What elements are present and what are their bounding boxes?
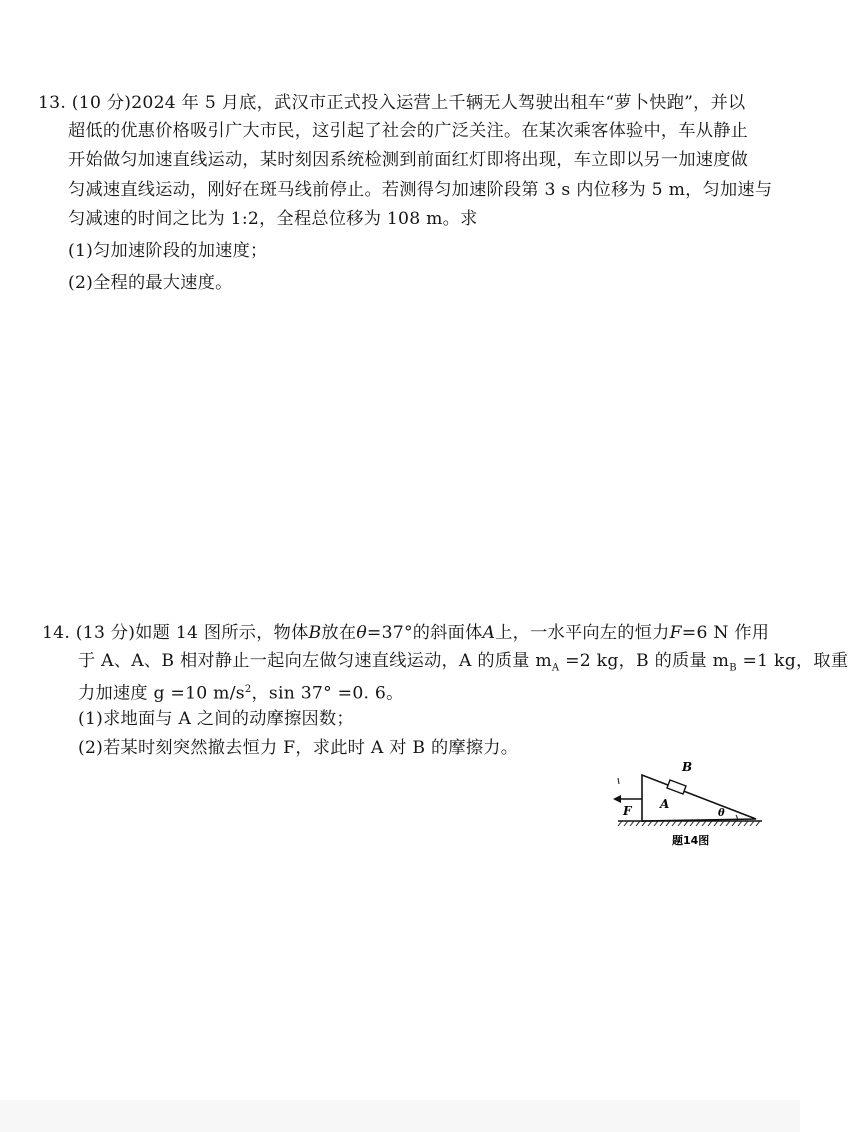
page-bottom-edge xyxy=(0,1100,800,1132)
q14-line-1-tail: 上，一水平向左的恒力 xyxy=(495,623,670,643)
q14-line-1-mid: 放在 xyxy=(321,623,357,643)
q14-line-2-end: =1 kg，取重 xyxy=(736,651,848,671)
label-A: A xyxy=(660,797,670,811)
q14-var-B: B xyxy=(308,623,322,643)
q13-line-4: 匀减速直线运动，刚好在斑马线前停止。若测得匀加速阶段第 3 s 内位移为 5 m，匀加速与 xyxy=(68,180,773,200)
q13-line-5: 匀减速的时间之比为 1:2，全程总位移为 108 m。求 xyxy=(68,209,478,229)
q14-line-2 xyxy=(78,650,848,679)
q14-sub-B: B xyxy=(729,662,737,674)
block-B xyxy=(667,780,686,794)
label-F: F xyxy=(623,804,632,818)
q13-subquestion-1: (1)匀加速阶段的加速度； xyxy=(68,241,268,261)
small-tick-mark xyxy=(618,778,619,784)
figure-14-diagram xyxy=(610,755,770,850)
q14-line-1-rest: =37°的斜面体 xyxy=(366,623,483,643)
q14-line-1-end: =6 N 作用 xyxy=(681,623,770,643)
q14-subquestion-1: (1)求地面与 A 之间的动摩擦因数； xyxy=(78,709,354,729)
q14-line-2-mid: =2 kg，B 的质量 m xyxy=(559,651,730,671)
q14-subquestion-2: (2)若某时刻突然撤去恒力 F，求此时 A 对 B 的摩擦力。 xyxy=(78,738,519,758)
label-B: B xyxy=(682,760,693,774)
q13-line-1: 13. (10 分)2024 年 5 月底，武汉市正式投入运营上千辆无人驾驶出租车“萝卜快跑”，并以 xyxy=(38,93,746,113)
q14-var-F: F xyxy=(669,623,682,643)
q14-var-A: A xyxy=(482,623,496,643)
q14-sub-A: A xyxy=(551,662,560,674)
q14-var-theta: θ xyxy=(356,623,367,643)
q13-subquestion-2: (2)全程的最大速度。 xyxy=(68,273,233,293)
q14-line-2-text: 于 A、A、B 相对静止一起向左做匀速直线运动，A 的质量 m xyxy=(78,651,552,671)
q14-line-1-prefix: 14. (13 分)如题 14 图所示，物体 xyxy=(42,623,309,643)
q14-line-3-text: 力加速度 g =10 m/s xyxy=(78,683,245,704)
q13-line-3: 开始做匀加速直线运动，某时刻因系统检测到前面红灯即将出现，车立即以另一加速度做 xyxy=(68,150,749,170)
figure-caption: 题14图 xyxy=(672,834,710,847)
q13-line-2: 超低的优惠价格吸引广大市民，这引起了社会的广泛关注。在某次乘客体验中，车从静止 xyxy=(68,121,749,141)
label-theta: θ xyxy=(718,808,725,819)
q14-sup-2: 2 xyxy=(244,684,252,695)
force-arrowhead xyxy=(613,795,621,803)
q14-line-1 xyxy=(42,622,769,644)
q14-line-3-end: ，sin 37° =0. 6。 xyxy=(251,683,404,704)
q14-line-3 xyxy=(78,679,404,705)
